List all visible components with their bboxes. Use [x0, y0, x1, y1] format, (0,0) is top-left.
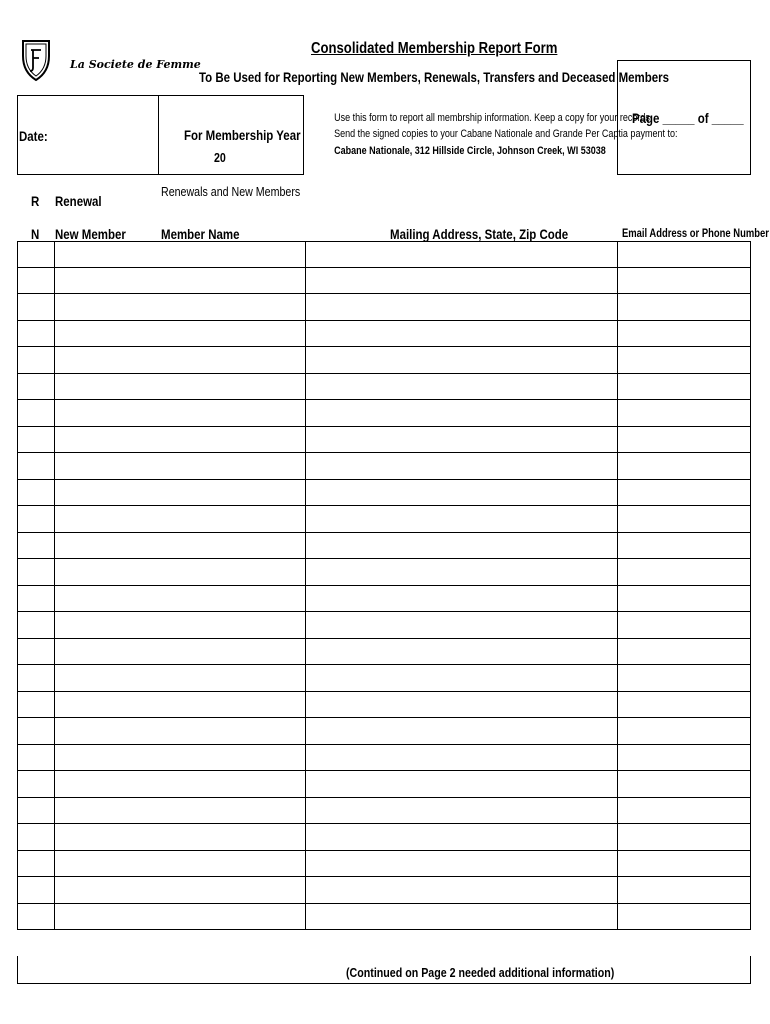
column-header-email-phone: Email Address or Phone Number: [622, 228, 769, 240]
mailing-address-cell[interactable]: [305, 268, 617, 294]
code-cell[interactable]: [17, 321, 54, 347]
date-box-divider: [158, 95, 159, 175]
email-phone-cell[interactable]: [617, 347, 751, 373]
code-cell[interactable]: [17, 506, 54, 532]
member-name-cell[interactable]: [54, 347, 305, 373]
column-header-member-name: Member Name: [161, 226, 240, 242]
table-row: [17, 639, 751, 666]
mailing-address-cell[interactable]: [305, 904, 617, 930]
instructions-line-3: Cabane Nationale, 312 Hillside Circle, Johnson Creek, WI 53038: [334, 145, 606, 157]
member-name-cell[interactable]: [54, 639, 305, 665]
table-row: [17, 771, 751, 798]
table-row: [17, 241, 751, 268]
table-row: [17, 718, 751, 745]
code-cell[interactable]: [17, 586, 54, 612]
email-phone-cell[interactable]: [617, 692, 751, 718]
email-phone-cell[interactable]: [617, 612, 751, 638]
continued-note: (Continued on Page 2 needed additional information): [346, 965, 615, 980]
table-row: [17, 427, 751, 454]
code-cell[interactable]: [17, 533, 54, 559]
code-cell[interactable]: [17, 374, 54, 400]
email-phone-cell[interactable]: [617, 904, 751, 930]
member-name-cell[interactable]: [54, 718, 305, 744]
email-phone-cell[interactable]: [617, 718, 751, 744]
code-cell[interactable]: [17, 692, 54, 718]
code-cell[interactable]: [17, 559, 54, 585]
member-name-cell[interactable]: [54, 480, 305, 506]
email-phone-cell[interactable]: [617, 745, 751, 771]
code-cell[interactable]: [17, 745, 54, 771]
email-phone-cell[interactable]: [617, 321, 751, 347]
code-cell[interactable]: [17, 400, 54, 426]
table-row: [17, 400, 751, 427]
table-row: [17, 453, 751, 480]
mailing-address-cell[interactable]: [305, 533, 617, 559]
email-phone-cell[interactable]: [617, 453, 751, 479]
member-name-cell[interactable]: [54, 268, 305, 294]
instructions-line-2: Send the signed copies to your Cabane Nationale and Grande Per Captia payment to:: [334, 128, 678, 140]
column-header-new-member: New Member: [55, 226, 126, 242]
mailing-address-cell[interactable]: [305, 692, 617, 718]
table-row: [17, 612, 751, 639]
code-cell[interactable]: [17, 718, 54, 744]
code-cell[interactable]: [17, 877, 54, 903]
email-phone-cell[interactable]: [617, 533, 751, 559]
renewal-label: Renewal: [55, 193, 102, 209]
member-name-cell[interactable]: [54, 771, 305, 797]
member-name-cell[interactable]: [54, 533, 305, 559]
member-name-cell[interactable]: [54, 427, 305, 453]
member-name-cell[interactable]: [54, 824, 305, 850]
member-name-cell[interactable]: [54, 400, 305, 426]
table-row: [17, 347, 751, 374]
table-row: [17, 745, 751, 772]
mailing-address-cell[interactable]: [305, 559, 617, 585]
instructions: [306, 110, 678, 160]
code-cell[interactable]: [17, 851, 54, 877]
mailing-address-cell[interactable]: [305, 400, 617, 426]
code-cell[interactable]: [17, 480, 54, 506]
table-row: [17, 904, 751, 931]
mailing-address-cell[interactable]: [305, 665, 617, 691]
column-header-mailing-address: Mailing Address, State, Zip Code: [390, 226, 569, 242]
table-row: [17, 294, 751, 321]
membership-year-value: 20: [214, 150, 226, 165]
logo: [20, 38, 52, 82]
logo-text: La Societe de Femme: [70, 58, 201, 71]
table-row: [17, 877, 751, 904]
email-phone-cell[interactable]: [617, 400, 751, 426]
email-phone-cell[interactable]: [617, 506, 751, 532]
code-cell[interactable]: [17, 242, 54, 267]
member-table: [17, 241, 751, 930]
date-label: Date:: [19, 128, 48, 144]
email-phone-cell[interactable]: [617, 639, 751, 665]
section-label: Renewals and New Members: [161, 184, 301, 199]
table-row: [17, 559, 751, 586]
email-phone-cell[interactable]: [617, 268, 751, 294]
table-row: [17, 851, 751, 878]
member-name-cell[interactable]: [54, 877, 305, 903]
mailing-address-cell[interactable]: [305, 453, 617, 479]
email-phone-cell[interactable]: [617, 480, 751, 506]
mailing-address-cell[interactable]: [305, 851, 617, 877]
member-name-cell[interactable]: [54, 294, 305, 320]
member-name-cell[interactable]: [54, 665, 305, 691]
member-name-cell[interactable]: [54, 374, 305, 400]
renewal-code: R: [31, 193, 40, 209]
mailing-address-cell[interactable]: [305, 639, 617, 665]
mailing-address-cell[interactable]: [305, 877, 617, 903]
mailing-address-cell[interactable]: [305, 480, 617, 506]
member-name-cell[interactable]: [54, 321, 305, 347]
mailing-address-cell[interactable]: [305, 374, 617, 400]
table-row: [17, 321, 751, 348]
page-label: Page _____ of _____: [632, 110, 744, 126]
email-phone-cell[interactable]: [617, 824, 751, 850]
mailing-address-cell[interactable]: [305, 798, 617, 824]
table-row: [17, 692, 751, 719]
mailing-address-cell[interactable]: [305, 294, 617, 320]
member-name-cell[interactable]: [54, 904, 305, 930]
member-name-cell[interactable]: [54, 745, 305, 771]
form-title: Consolidated Membership Report Form: [311, 40, 558, 57]
email-phone-cell[interactable]: [617, 798, 751, 824]
email-phone-cell[interactable]: [617, 242, 751, 267]
code-cell[interactable]: [17, 824, 54, 850]
code-cell[interactable]: [17, 427, 54, 453]
table-row: [17, 533, 751, 560]
member-name-cell[interactable]: [54, 453, 305, 479]
member-name-cell[interactable]: [54, 798, 305, 824]
table-row: [17, 268, 751, 295]
mailing-address-cell[interactable]: [305, 347, 617, 373]
email-phone-cell[interactable]: [617, 877, 751, 903]
member-name-cell[interactable]: [54, 612, 305, 638]
code-cell[interactable]: [17, 453, 54, 479]
email-phone-cell[interactable]: [617, 586, 751, 612]
mailing-address-cell[interactable]: [305, 771, 617, 797]
table-row: [17, 586, 751, 613]
mailing-address-cell[interactable]: [305, 242, 617, 267]
code-cell[interactable]: [17, 347, 54, 373]
mailing-address-cell[interactable]: [305, 321, 617, 347]
member-name-cell[interactable]: [54, 242, 305, 267]
member-name-cell[interactable]: [54, 559, 305, 585]
new-member-code: N: [31, 226, 40, 242]
code-cell[interactable]: [17, 904, 54, 930]
code-cell[interactable]: [17, 268, 54, 294]
table-row: [17, 798, 751, 825]
mailing-address-cell[interactable]: [305, 824, 617, 850]
instructions-line-1: Use this form to report all membrship information. Keep a copy for your records.: [334, 112, 653, 124]
member-name-cell[interactable]: [54, 692, 305, 718]
member-name-cell[interactable]: [54, 851, 305, 877]
email-phone-cell[interactable]: [617, 294, 751, 320]
email-phone-cell[interactable]: [617, 374, 751, 400]
table-row: [17, 665, 751, 692]
email-phone-cell[interactable]: [617, 427, 751, 453]
mailing-address-cell[interactable]: [305, 718, 617, 744]
shield-logo-icon: [20, 38, 52, 82]
table-row: [17, 480, 751, 507]
mailing-address-cell[interactable]: [305, 586, 617, 612]
member-name-cell[interactable]: [54, 586, 305, 612]
code-cell[interactable]: [17, 665, 54, 691]
table-row: [17, 506, 751, 533]
code-cell[interactable]: [17, 294, 54, 320]
email-phone-cell[interactable]: [617, 771, 751, 797]
email-phone-cell[interactable]: [617, 559, 751, 585]
member-name-cell[interactable]: [54, 506, 305, 532]
mailing-address-cell[interactable]: [305, 427, 617, 453]
form-subtitle: To Be Used for Reporting New Members, Renewals, Transfers and Deceased Members: [199, 69, 669, 85]
mailing-address-cell[interactable]: [305, 612, 617, 638]
code-cell[interactable]: [17, 798, 54, 824]
mailing-address-cell[interactable]: [305, 506, 617, 532]
email-phone-cell[interactable]: [617, 851, 751, 877]
membership-year-label: For Membership Year: [184, 127, 301, 143]
email-phone-cell[interactable]: [617, 665, 751, 691]
code-cell[interactable]: [17, 612, 54, 638]
code-cell[interactable]: [17, 639, 54, 665]
code-cell[interactable]: [17, 771, 54, 797]
table-row: [17, 824, 751, 851]
table-row: [17, 374, 751, 401]
mailing-address-cell[interactable]: [305, 745, 617, 771]
